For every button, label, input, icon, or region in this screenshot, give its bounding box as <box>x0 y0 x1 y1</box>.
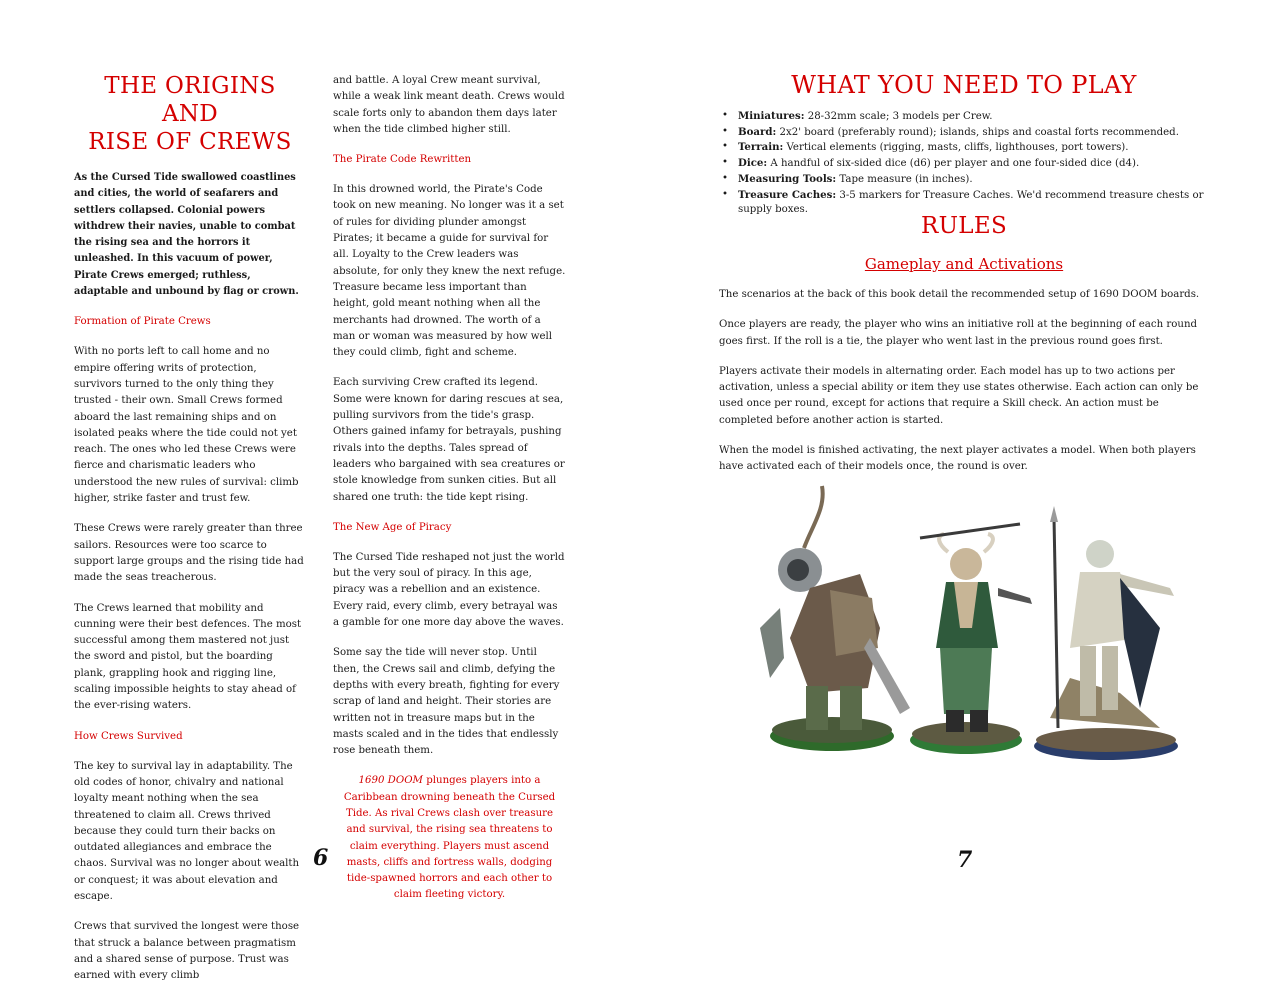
requirement-item <box>720 125 1210 141</box>
miniatures-photo <box>740 478 1190 763</box>
callout-text: plunges players into a Caribbean drowning beneath the Cursed Tide. As rival Crews clash over treasure and survival, the rising sea threatens to claim everything. Players must ascend masts, cliffs and fortress walls, dodging tide-spawned horrors and each other to claim fleeting victory. <box>343 775 556 901</box>
paragraph: The Cursed Tide reshaped not just the world but the very soul of piracy. In this age, piracy was a rebellion and an existence. Every raid, every climb, every betrayal was a gamble for one more day above the waves. <box>333 551 565 629</box>
left-column-2 <box>333 73 566 904</box>
requirements-list <box>720 109 1210 218</box>
paragraph: The key to survival lay in adaptability. The old codes of honor, chivalry and national loyalty meant nothing when the sea threatened to claim all. Crews thrived because they could turn their backs on outdated allegiances and embrace the chaos. Survival was no longer about wealth or conquest; it was about elevation and escape. <box>74 760 300 902</box>
requirement-label: Board: <box>738 125 777 138</box>
paragraph: With no ports left to call home and no empire offering writs of protection, survivors turned to the only thing they trusted - their own. Small Crews formed aboard the last remaining ships and on isolated peaks where the tide could not yet reach. The ones who led these Crews were fierce and charismatic leaders who understood the new rules of survival: climb higher, strike faster and trust few. <box>74 346 299 505</box>
origins-title-line1: THE ORIGINS AND <box>104 73 276 127</box>
requirement-text: Vertical elements (rigging, masts, cliffs, lighthouses, port towers). <box>783 142 1129 154</box>
section-heading-how-crews-survived: How Crews Survived <box>74 730 183 742</box>
paragraph: These Crews were rarely greater than three sailors. Resources were too scarce to support large groups and the rising tide had made the seas treacherous. <box>74 523 304 584</box>
paragraph: The Crews learned that mobility and cunning were their best defences. The most successful among them mastered not just the sword and pistol, but the boarding plank, grappling hook and rigging line, scaling impossible heights to stay ahead of the ever-rising waters. <box>74 602 302 712</box>
origins-title-line2: RISE OF CREWS <box>88 129 292 155</box>
rules-title: RULES <box>920 213 1008 239</box>
paragraph: Once players are ready, the player who wins an initiative roll at the beginning of each round goes first. If the roll is a tie, the player who went last in the previous round goes first. <box>719 319 1198 347</box>
requirement-text: 3-5 markers for Treasure Caches. We'd recommend treasure chests or supply boxes. <box>738 189 1204 216</box>
origins-title <box>74 72 306 156</box>
section-heading-new-age: The New Age of Piracy <box>333 521 452 533</box>
callout-game-title: 1690 DOOM <box>358 775 423 787</box>
page-number-right: 7 <box>957 847 973 873</box>
section-heading-formation: Formation of Pirate Crews <box>74 316 211 328</box>
requirement-label: Measuring Tools: <box>738 172 837 185</box>
requirement-item <box>720 109 1210 125</box>
paragraph: In this drowned world, the Pirate's Code took on new meaning. No longer was it a set of rules for dividing plunder amongst Pirates; it became a guide for survival for all. Loyalty to the Crew leaders was absolute, for only they knew the next refuge. Treasure became less important than height, gold meant nothing when all the merchants had drowned. The worth of a man or woman was measured by how well they could climb, fight and scheme. <box>333 184 566 359</box>
what-you-need-title: WHAT YOU NEED TO PLAY <box>791 71 1137 99</box>
requirement-item <box>720 156 1210 172</box>
paragraph: Players activate their models in alternating order. Each model has up to two actions per activation, unless a special ability or item they use states otherwise. Each action can only be used once per round, except for actions that require a Skill check. An action must be completed before another action is started. <box>719 365 1199 426</box>
miniature-pirate <box>910 524 1032 754</box>
rules-text <box>719 287 1211 490</box>
paragraph: Crews that survived the longest were those that struck a balance between pragmatism and a shared sense of purpose. Trust was earned with every climb <box>74 921 300 982</box>
requirement-label: Treasure Caches: <box>738 188 837 201</box>
paragraph: Each surviving Crew crafted its legend. Some were known for daring rescues at sea, pulling survivors from the tide's grasp. Others gained infamy for betrayals, pushing rivals into the depths. Tales spread of leaders who bargained with sea creatures or stole knowledge from sunken cities. But all shared one truth: the tide kept rising. <box>333 377 565 503</box>
requirement-text: 2x2' board (preferably round); islands, ships and coastal forts recommended. <box>776 126 1179 138</box>
requirement-text: A handful of six-sided dice (d6) per player and one four-sided dice (d4). <box>767 158 1140 170</box>
requirement-label: Dice: <box>738 157 768 170</box>
rules-subtitle: Gameplay and Activations <box>864 255 1064 273</box>
requirement-item <box>720 140 1210 156</box>
intro-paragraph: As the Cursed Tide swallowed coastlines and cities, the world of seafarers and settlers collapsed. Colonial powers withdrew their navies, unable to combat the rising sea and the horrors it unleashed. In this vacuum of power, Pirate Crews emerged; ruthless, adaptable and unbound by flag or crown. <box>74 172 299 298</box>
requirement-text: Tape measure (in inches). <box>836 173 973 185</box>
section-heading-pirate-code: The Pirate Code Rewritten <box>333 154 472 166</box>
paragraph: When the model is finished activating, the next player activates a model. When both players have activated each of their models once, the round is over. <box>719 445 1196 473</box>
paragraph: The scenarios at the back of this book detail the recommended setup of 1690 DOOM boards. <box>719 289 1200 300</box>
requirement-text: 28-32mm scale; 3 models per Crew. <box>804 111 993 122</box>
requirement-item <box>720 172 1210 188</box>
miniature-diver <box>760 486 910 751</box>
page-number-left: 6 <box>313 845 329 871</box>
paragraph: and battle. A loyal Crew meant survival, while a weak link meant death. Crews would scale forts only to abandon them days later when the tide climbed higher still. <box>333 75 565 135</box>
requirement-label: Miniatures: <box>738 110 805 122</box>
left-column-1 <box>74 72 306 984</box>
requirement-label: Terrain: <box>738 141 784 154</box>
paragraph: Some say the tide will never stop. Until then, the Crews sail and climb, defying the depths with every breath, fighting for every scrap of land and height. Their stories are written not in treasure maps but in the masts scaled and in the tides that endlessly rose beneath them. <box>333 647 560 757</box>
red-callout <box>333 773 566 903</box>
miniature-elf <box>1034 506 1178 760</box>
